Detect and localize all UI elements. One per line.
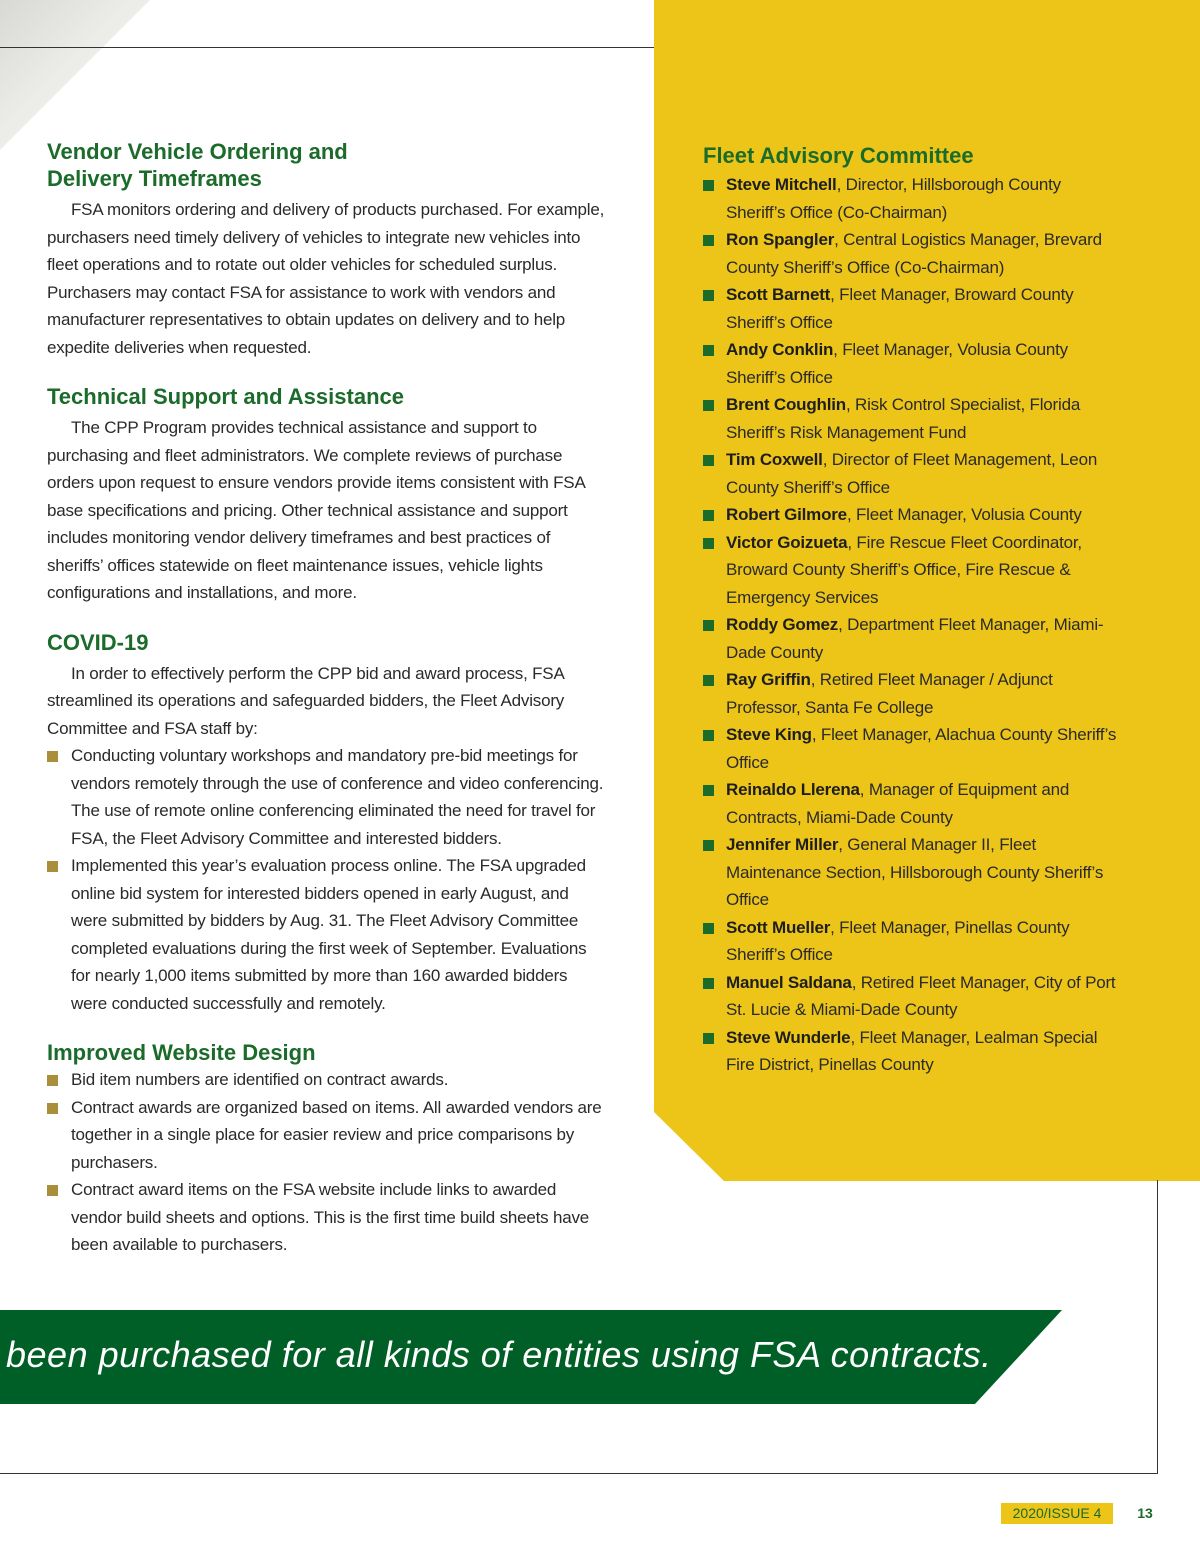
committee-member <box>703 391 1123 446</box>
member-role: , Risk Control Specialist, Florida Sheriff’s Risk Management Fund <box>726 395 1081 442</box>
member-role: , Fleet Manager, Broward County Sheriff’s Office <box>726 285 1074 332</box>
top-rule <box>0 47 654 48</box>
member-name: Scott Barnett <box>726 285 831 304</box>
committee-heading: Fleet Advisory Committee <box>703 143 974 168</box>
committee-member <box>703 281 1123 336</box>
committee-member <box>703 501 1123 529</box>
page-number: 13 <box>1137 1505 1153 1521</box>
section-heading: Vendor Vehicle Ordering and Delivery Timeframes <box>47 139 348 191</box>
section-heading: Technical Support and Assistance <box>47 384 404 409</box>
member-name: Victor Goizueta <box>726 532 848 552</box>
list-item: Conducting voluntary workshops and mandatory pre-bid meetings for vendors remotely through the use of conference and video conferencing. The use of remote online conferencing eliminated the need for travel for FSA, the Fleet Advisory Committee and interested bidders. <box>47 742 607 852</box>
committee-member <box>703 969 1123 1024</box>
member-role: , Fire Rescue Fleet Coordinator, Broward County Sheriff’s Office, Fire Rescue & Emergency Services <box>726 532 1082 607</box>
committee-member <box>703 721 1123 776</box>
member-name: Reinaldo Llerena <box>726 780 860 799</box>
member-name: Brent Coughlin <box>726 395 846 414</box>
committee-member <box>703 446 1123 501</box>
section-website-design <box>47 1039 607 1259</box>
paragraph: In order to effectively perform the CPP bid and award process, FSA streamlined its operations and safeguarded bidders, the Fleet Advisory Committee and FSA staff by: <box>47 663 565 738</box>
member-role: , Central Logistics Manager, Brevard County Sheriff’s Office (Co-Chairman) <box>726 230 1102 277</box>
committee-member <box>703 666 1123 721</box>
member-name: Ray Griffin <box>726 670 811 689</box>
member-role: , Retired Fleet Manager / Adjunct Professor, Santa Fe College <box>726 670 1053 717</box>
member-name: Scott Mueller <box>726 917 831 937</box>
committee-sidebar <box>703 142 1123 1079</box>
member-role: , Fleet Manager, Lealman Special Fire District, Pinellas County <box>726 1027 1098 1074</box>
list-item: Contract awards are organized based on items. All awarded vendors are together in a single place for easier review and price comparisons by purchasers. <box>47 1094 607 1177</box>
list-item: Bid item numbers are identified on contract awards. <box>47 1066 607 1094</box>
member-role: , Fleet Manager, Volusia County Sheriff’s Office <box>726 340 1068 387</box>
committee-member <box>703 529 1123 612</box>
paragraph: FSA monitors ordering and delivery of products purchased. For example, purchasers need timely delivery of vehicles to integrate new vehicles into fleet operations and to rotate out older vehicles for scheduled surplus. Purchasers may contact FSA for assistance to work with vendors and manufacturer representatives to obtain updates on delivery and to help expedite deliveries when requested. <box>47 200 605 357</box>
member-role: , Director, Hillsborough County Sheriff’s Office (Co-Chairman) <box>726 175 1061 222</box>
right-rule <box>1157 1180 1158 1473</box>
bullet-list <box>47 742 607 1017</box>
issue-label: 2020/ISSUE 4 <box>1001 1503 1113 1524</box>
member-name: Robert Gilmore <box>726 505 847 524</box>
member-name: Tim Coxwell <box>726 450 823 469</box>
member-role: , Department Fleet Manager, Miami-Dade County <box>726 615 1104 662</box>
section-heading: Improved Website Design <box>47 1040 316 1065</box>
bottom-rule <box>0 1473 1158 1474</box>
member-role: , Director of Fleet Management, Leon County Sheriff’s Office <box>726 450 1098 497</box>
member-name: Steve King <box>726 725 812 744</box>
member-role: , Manager of Equipment and Contracts, Miami-Dade County <box>726 780 1070 827</box>
committee-member-list <box>703 171 1123 1079</box>
member-name: Andy Conklin <box>726 340 834 359</box>
committee-member <box>703 914 1123 969</box>
member-role: , Retired Fleet Manager, City of Port St. Lucie & Miami-Dade County <box>726 972 1116 1019</box>
member-role: , Fleet Manager, Pinellas County Sheriff’s Office <box>726 917 1070 964</box>
committee-member <box>703 831 1123 914</box>
committee-member <box>703 226 1123 281</box>
member-name: Steve Wunderle <box>726 1027 851 1047</box>
paragraph: The CPP Program provides technical assistance and support to purchasing and fleet administrators. We complete reviews of purchase orders upon request to ensure vendors provide items consistent with FSA base specifications and pricing. Other technical assistance and support includes monitoring vendor delivery timeframes and best practices of sheriffs’ offices statewide on fleet maintenance issues, vehicle lights configurations and installations, and more. <box>47 418 585 602</box>
section-vendor-ordering <box>47 138 607 361</box>
committee-member <box>703 1024 1123 1079</box>
member-name: Roddy Gomez <box>726 615 839 634</box>
pull-quote-text: been purchased for all kinds of entities using FSA contracts. <box>6 1334 992 1375</box>
list-item: Contract award items on the FSA website include links to awarded vendor build sheets and options. This is the first time build sheets have been available to purchasers. <box>47 1176 607 1259</box>
member-role: , General Manager II, Fleet Maintenance Section, Hillsborough County Sheriff’s Office <box>726 835 1104 909</box>
bullet-list <box>47 1066 607 1259</box>
list-item: Implemented this year’s evaluation process online. The FSA upgraded online bid system for interested bidders opened in early August, and were submitted by bidders by Aug. 31. The Fleet Advisory Committee completed evaluations during the first week of September. Evaluations for nearly 1,000 items submitted by more than 160 awarded bidders were conducted successfully and remotely. <box>47 852 607 1017</box>
corner-photo <box>0 0 150 150</box>
committee-member <box>703 611 1123 666</box>
section-heading: COVID-19 <box>47 629 149 655</box>
member-name: Ron Spangler <box>726 230 835 249</box>
member-role: , Fleet Manager, Volusia County <box>846 505 1082 524</box>
section-technical-support <box>47 383 607 607</box>
member-name: Steve Mitchell <box>726 175 837 194</box>
section-covid <box>47 629 607 1018</box>
member-name: Jennifer Miller <box>726 835 839 854</box>
committee-member <box>703 336 1123 391</box>
committee-member <box>703 776 1123 831</box>
member-role: , Fleet Manager, Alachua County Sheriff’s Office <box>726 725 1117 772</box>
left-column <box>47 138 607 1281</box>
member-name: Manuel Saldana <box>726 972 852 992</box>
committee-member <box>703 171 1123 226</box>
